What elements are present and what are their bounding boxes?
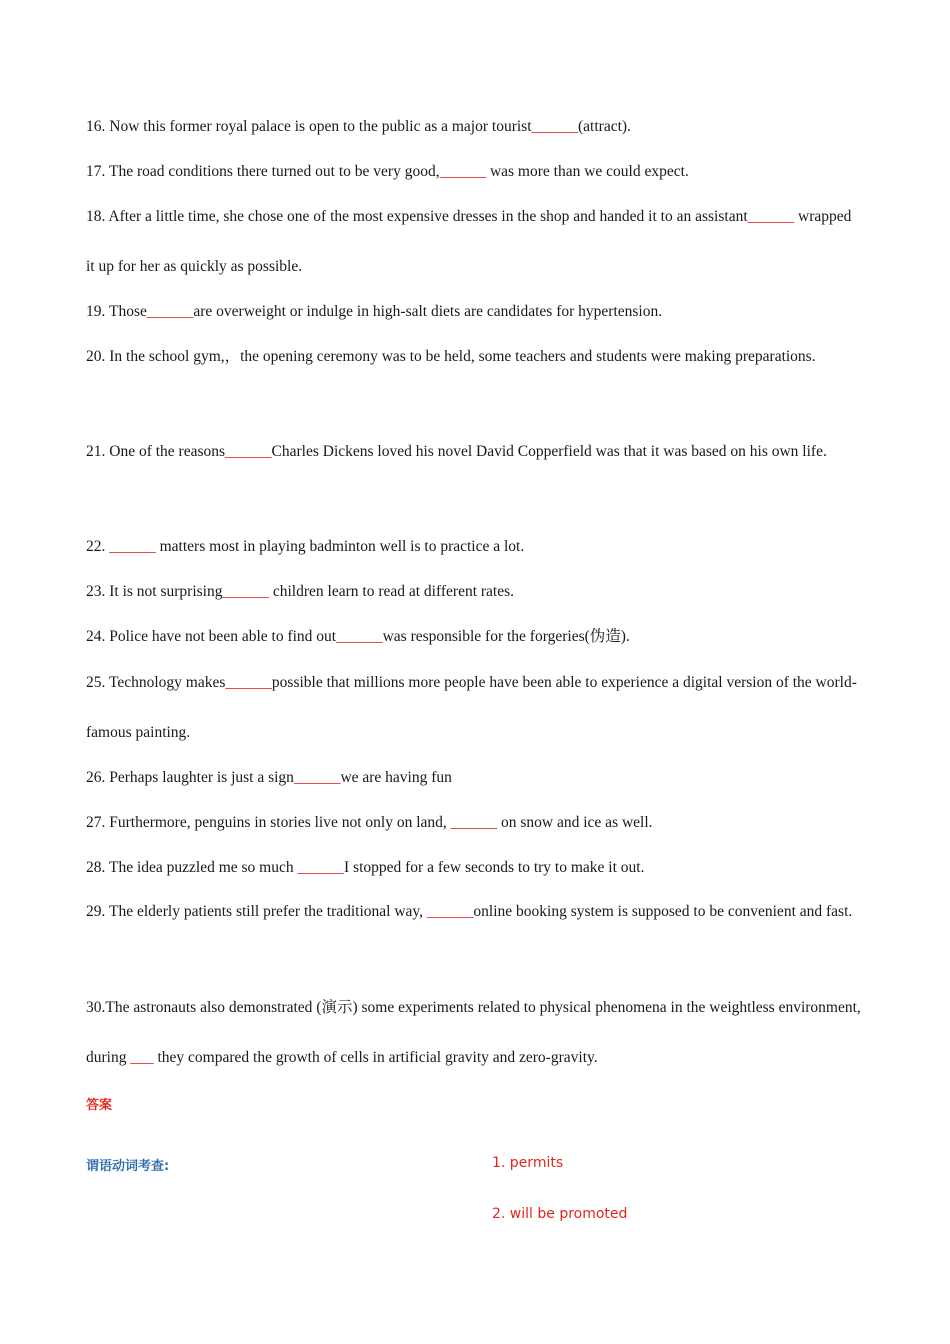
question-25: 25. Technology makes______possible that millions more people have been able to experience a digital version of the world-famous painting. bbox=[86, 674, 857, 741]
question-19: 19. Those______are overweight or indulge in high-salt diets are candidates for hypertension. bbox=[86, 303, 663, 320]
question-18: 18. After a little time, she chose one of the most expensive dresses in the shop and handed it to an assistant______ wrapped it up for her as quickly as possible. bbox=[86, 208, 852, 275]
answer-blank: ______ bbox=[109, 538, 156, 555]
answer-blank: ______ bbox=[146, 303, 194, 320]
question-22: 22. ______ matters most in playing badminton well is to practice a lot. bbox=[86, 538, 525, 555]
answer-blank: ______ bbox=[439, 163, 487, 180]
answer-section-title: 答案 bbox=[86, 1098, 113, 1113]
question-21: 21. One of the reasons______Charles Dickens loved his novel David Copperfield was that it was based on his own life. bbox=[86, 443, 827, 460]
question-23: 23. It is not surprising______ children learn to read at different rates. bbox=[86, 583, 515, 600]
answer-category-label: 谓语动词考查: bbox=[86, 1159, 170, 1174]
answer-blank: ______ bbox=[222, 583, 269, 600]
answer-blank: ______ bbox=[747, 208, 795, 225]
answer-blank: ______ bbox=[225, 443, 272, 460]
question-30: 30.The astronauts also demonstrated (演示) some experiments related to physical phenomena in the weightless environment, during ___ they compared the growth of cells in artificial gravity and zero-gravity. bbox=[86, 999, 861, 1066]
answer-blank: ___ bbox=[130, 1049, 154, 1066]
question-16: 16. Now this former royal palace is open to the public as a major tourist______(attract). bbox=[86, 118, 631, 135]
question-26: 26. Perhaps laughter is just a sign______we are having fun bbox=[86, 769, 452, 786]
answer-item-2: 2. will be promoted bbox=[492, 1206, 628, 1222]
answer-blank: ______ bbox=[225, 674, 272, 691]
answer-item-1: 1. permits bbox=[492, 1155, 564, 1171]
answer-blank: ______ bbox=[336, 628, 383, 645]
answer-blank: ______ bbox=[531, 118, 579, 135]
answer-blank: ______ bbox=[297, 859, 344, 876]
question-17: 17. The road conditions there turned out to be very good,______ was more than we could expect. bbox=[86, 163, 689, 180]
question-24: 24. Police have not been able to find out______was responsible for the forgeries(伪造). bbox=[86, 628, 630, 645]
answer-blank: ______ bbox=[293, 769, 341, 786]
answer-blank: ______ bbox=[426, 903, 474, 920]
question-29: 29. The elderly patients still prefer the traditional way, ______online booking system is supposed to be convenient and fast. bbox=[86, 903, 853, 920]
answer-blank: ______ bbox=[450, 814, 498, 831]
question-20: 20. In the school gym,，the opening ceremony was to be held, some teachers and students were making preparations. bbox=[86, 348, 816, 365]
question-27: 27. Furthermore, penguins in stories live not only on land, ______ on snow and ice as well. bbox=[86, 814, 653, 831]
question-28: 28. The idea puzzled me so much ______I stopped for a few seconds to try to make it out. bbox=[86, 859, 645, 876]
